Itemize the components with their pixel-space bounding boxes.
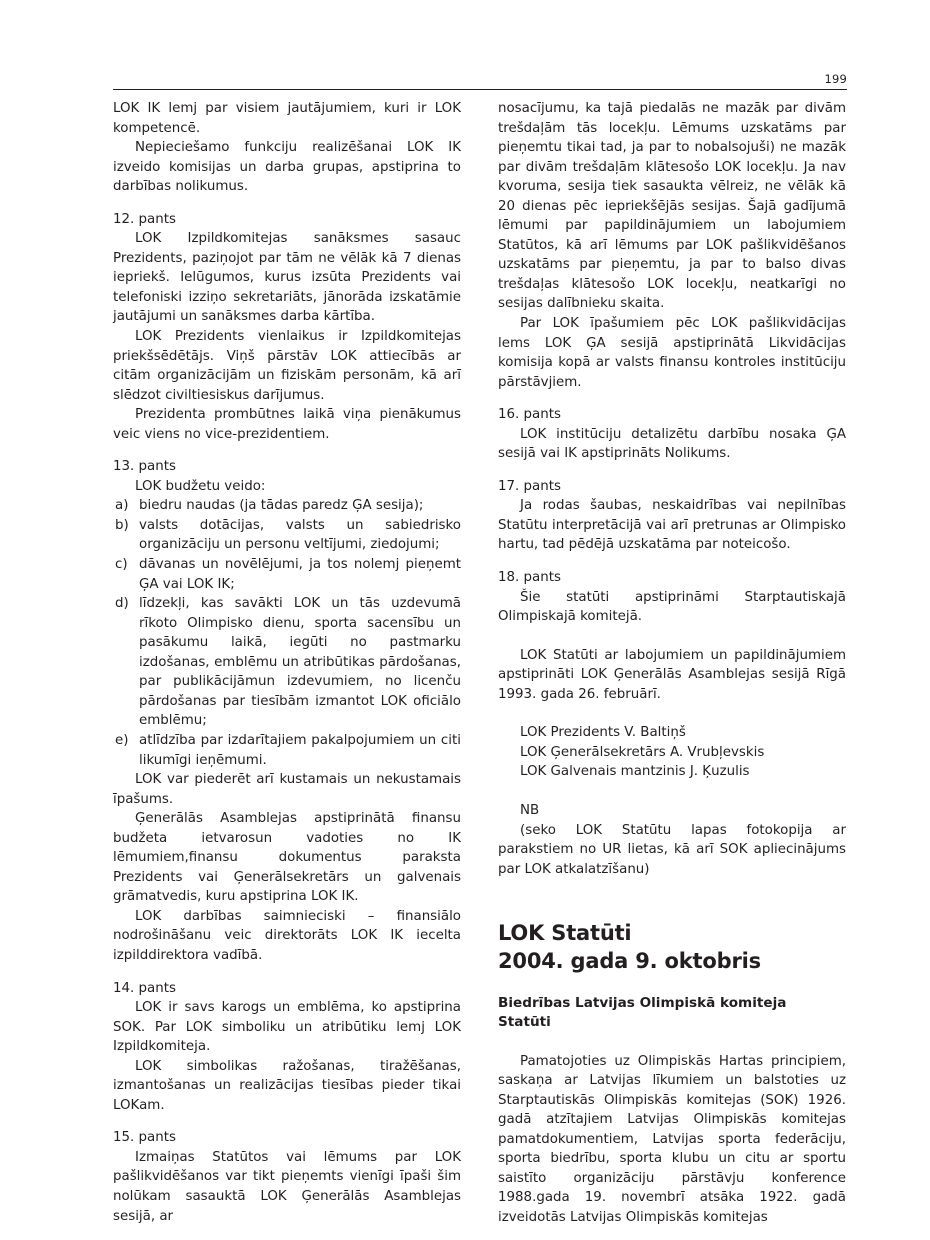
signature-block — [498, 723, 846, 782]
article-13-heading: 13. pants — [113, 459, 176, 475]
article-12-paragraph-3: Prezidenta prombūtnes laikā viņa pienākumus veic viens no vice-prezidentiem. — [113, 407, 461, 442]
nb-note-paragraph: (seko LOK Statūtu lapas fotokopija ar parakstiem no UR lietas, kā arī SOK apliecinājums par LOK atkalatzīšanu) — [498, 822, 846, 877]
budget-sources-list — [113, 496, 461, 770]
spacer — [113, 966, 461, 979]
list-item — [113, 555, 461, 594]
nb-label: NB — [520, 802, 540, 818]
spacer — [113, 197, 461, 210]
spacer — [498, 879, 846, 919]
article-15-paragraph-1: Izmaiņas Statūtos vai lēmums par LOK pašlikvidēšanos var tikt pieņemts vienīgi īpaši šim nolūkam sasauktā LOK Ģenerālās Asamblejas sesijā, ar — [113, 1149, 461, 1224]
signature-secretary-general: LOK Ģenerālsekretārs A. Vrubļevskis — [520, 744, 765, 760]
spacer — [498, 555, 846, 568]
article-14-heading: 14. pants — [113, 980, 176, 996]
spacer — [498, 464, 846, 477]
list-item — [113, 731, 461, 770]
list-marker: a) — [115, 498, 129, 514]
left-column — [113, 99, 461, 1227]
section-subtitle-line-2: Statūti — [498, 1014, 551, 1031]
article-15-continuation: nosacījumu, ka tajā piedalās ne mazāk par divām trešdaļām tās locekļu. Lēmums uzskatāms par pieņemtu tikai tad, ja par to nobalsojuši) ne mazāk par divām trešdaļām klātesošo LOK locekļu. Ja nav kvoruma, sesija tiek sasaukta vēlreiz, ne vēlāk kā 20 dienas pēc iepriekšējās sesijas. Šajā gadījumā lēmumi par papildinājumiem un labojumiem Statūtos, kā arī lēmums par LOK pašlikvidēšanos uzskatāms par pieņemtu, ja par to balso divas trešdaļas klātesošo LOK locekļu, neatkarīgi no sesijas dalībnieku skaita. — [498, 101, 846, 312]
preamble-paragraph: Pamatojoties uz Olimpiskās Hartas principiem, saskaņa ar Latvijas līkumiem un balstoties uz Starptautiskās Olimpiskās komitejas (SOK) 1926. gadā atzītajiem Latvijas Olimpiskās komitejas pamatdokumentiem, Latvijas sporta federāciju, sporta biedrību, sporta klubu un citu ar sportu saistīto organizāciju pārstāvju konference 1988.gada 19. novembrī atsāka 1922. gadā izveidotās Latvijas Olimpiskās komitejas — [498, 1053, 846, 1225]
right-column — [498, 99, 846, 1227]
page-title — [498, 919, 846, 975]
article-14-paragraph-1: LOK ir savs karogs un emblēma, ko apstiprina SOK. Par LOK simboliku un atribūtiku lemj LOK Izpildkomiteja. — [113, 1000, 461, 1055]
article-12-paragraph-1: LOK Izpildkomitejas sanāksmes sasauc Prezidents, paziņojot par tām ne vēlāk kā 7 dienas iepriekš. Ielūgumos, kurus izsūta Prezidents vai telefoniski izziņo sekretariāts, jānorāda izskatāmie jautājumi un sanāksmes darba kārtība. — [113, 231, 461, 325]
article-16-paragraph-1: LOK institūciju detalizētu darbību nosaka ĢA sesijā vai IK apstiprināts Nolikums. — [498, 426, 846, 462]
article-13-budget-paragraph: Ģenerālās Asamblejas apstiprinātā finansu budžeta ietvarosun vadoties no IK lēmumiem,finansu dokumentus paraksta Prezidents vai Ģenerālsekretārs un galvenais grāmatvedis, kuru apstiprina LOK IK. — [113, 811, 461, 905]
list-marker: d) — [115, 596, 129, 612]
article-18-heading: 18. pants — [498, 570, 561, 586]
spacer — [498, 627, 846, 646]
page-title-line-2: 2004. gada 9. oktobris — [498, 949, 761, 974]
approval-paragraph: LOK Statūti ar labojumiem un papildinājumiem apstiprināti LOK Ģenerālās Asamblejas sesijā Rīgā 1993. gada 26. februārī. — [498, 647, 846, 702]
two-column-body — [113, 99, 847, 1227]
article-15-heading: 15. pants — [113, 1130, 176, 1146]
list-item-text: valsts dotācijas, valsts un sabiedrisko organizāciju un personu veltījumi, ziedojumi; — [139, 517, 461, 553]
list-marker: e) — [115, 732, 129, 748]
article-16-heading: 16. pants — [498, 407, 561, 423]
list-item-text: biedru naudas (ja tādas paredz ĢA sesija); — [139, 498, 424, 514]
list-marker: c) — [115, 557, 128, 573]
list-item — [113, 594, 461, 731]
header-divider-rule — [113, 89, 847, 90]
list-item-text: atlīdzība par izdarītajiem pakalpojumiem un citi likumīgi ieņēmumi. — [139, 732, 461, 768]
spacer — [113, 444, 461, 457]
spacer — [498, 392, 846, 405]
signature-president: LOK Prezidents V. Baltiņš — [520, 725, 686, 741]
section-subtitle — [498, 994, 846, 1032]
list-item-text: līdzekļi, kas savākti LOK un tās uzdevumā rīkoto Olimpisko dienu, sporta sacensību un pasākumu laikā, iegūti no pastmarku izdošanas, emblēmu un atribūtikas pārdošanas, par publikācijāmun izdevumiem, no licenču pārdošanas par tiesībām izmantot LOK oficiālo emblēmu; — [139, 596, 461, 729]
list-marker: b) — [115, 517, 129, 533]
article-18-paragraph-1: Šie statūti apstiprināmi Starptautiskajā Olimpiskajā komitejā. — [498, 589, 846, 625]
paragraph-lok-ik-competence: LOK IK lemj par visiem jautājumiem, kuri ir LOK kompetencē. — [113, 101, 461, 136]
list-item — [113, 516, 461, 555]
article-17-paragraph-1: Ja rodas šaubas, neskaidrības vai nepilnības Statūtu interpretācijā vai arī pretrunas ar Olimpisko hartu, tad pēdējā uzskatāma par noteicošo. — [498, 498, 846, 553]
article-13-property-paragraph: LOK var piederēt arī kustamais un nekustamais īpašums. — [113, 772, 461, 807]
paragraph-commissions: Nepieciešamo funkciju realizēšanai LOK IK izveido komisijas un darba grupas, apstiprina to darbības nolikumus. — [113, 140, 461, 195]
article-13-economic-paragraph: LOK darbības saimnieciski – finansiālo nodrošināšanu veic direktorāts LOK IK iecelta izpilddirektora vadībā. — [113, 908, 461, 963]
list-item — [113, 496, 461, 516]
spacer — [113, 1115, 461, 1128]
article-12-paragraph-2: LOK Prezidents vienlaikus ir Izpildkomitejas priekšsēdētājs. Viņš pārstāv LOK attiecībās ar citām organizācijām un fiziskām personām, kā arī slēdzot civiltiesiskus darījumus. — [113, 329, 461, 403]
article-15-liquidation-paragraph: Par LOK īpašumiem pēc LOK pašlikvidācijas lems LOK ĢA sesijā apstiprinātā Likvidācijas komisija kopā ar valsts finansu kontroles institūciju pārstāvjiem. — [498, 316, 846, 390]
page-header — [113, 72, 847, 90]
section-subtitle-line-1: Biedrības Latvijas Olimpiskā komiteja — [498, 995, 787, 1012]
article-14-paragraph-2: LOK simbolikas ražošanas, tiražēšanas, izmantošanas un realizācijas tiesības pieder tikai LOKam. — [113, 1058, 461, 1113]
page-title-line-1: LOK Statūti — [498, 921, 632, 946]
spacer — [498, 704, 846, 723]
list-item-text: dāvanas un novēlējumi, ja tos nolemj pieņemt ĢA vai LOK IK; — [139, 557, 461, 592]
spacer — [498, 782, 846, 801]
article-12-heading: 12. pants — [113, 211, 176, 227]
article-13-lead-in: LOK budžetu veido: — [135, 478, 266, 494]
page-number: 199 — [824, 72, 847, 86]
article-17-heading: 17. pants — [498, 478, 561, 494]
spacer — [498, 1033, 846, 1052]
signature-treasurer: LOK Galvenais mantzinis J. Ķuzulis — [520, 764, 750, 780]
spacer — [498, 975, 846, 994]
